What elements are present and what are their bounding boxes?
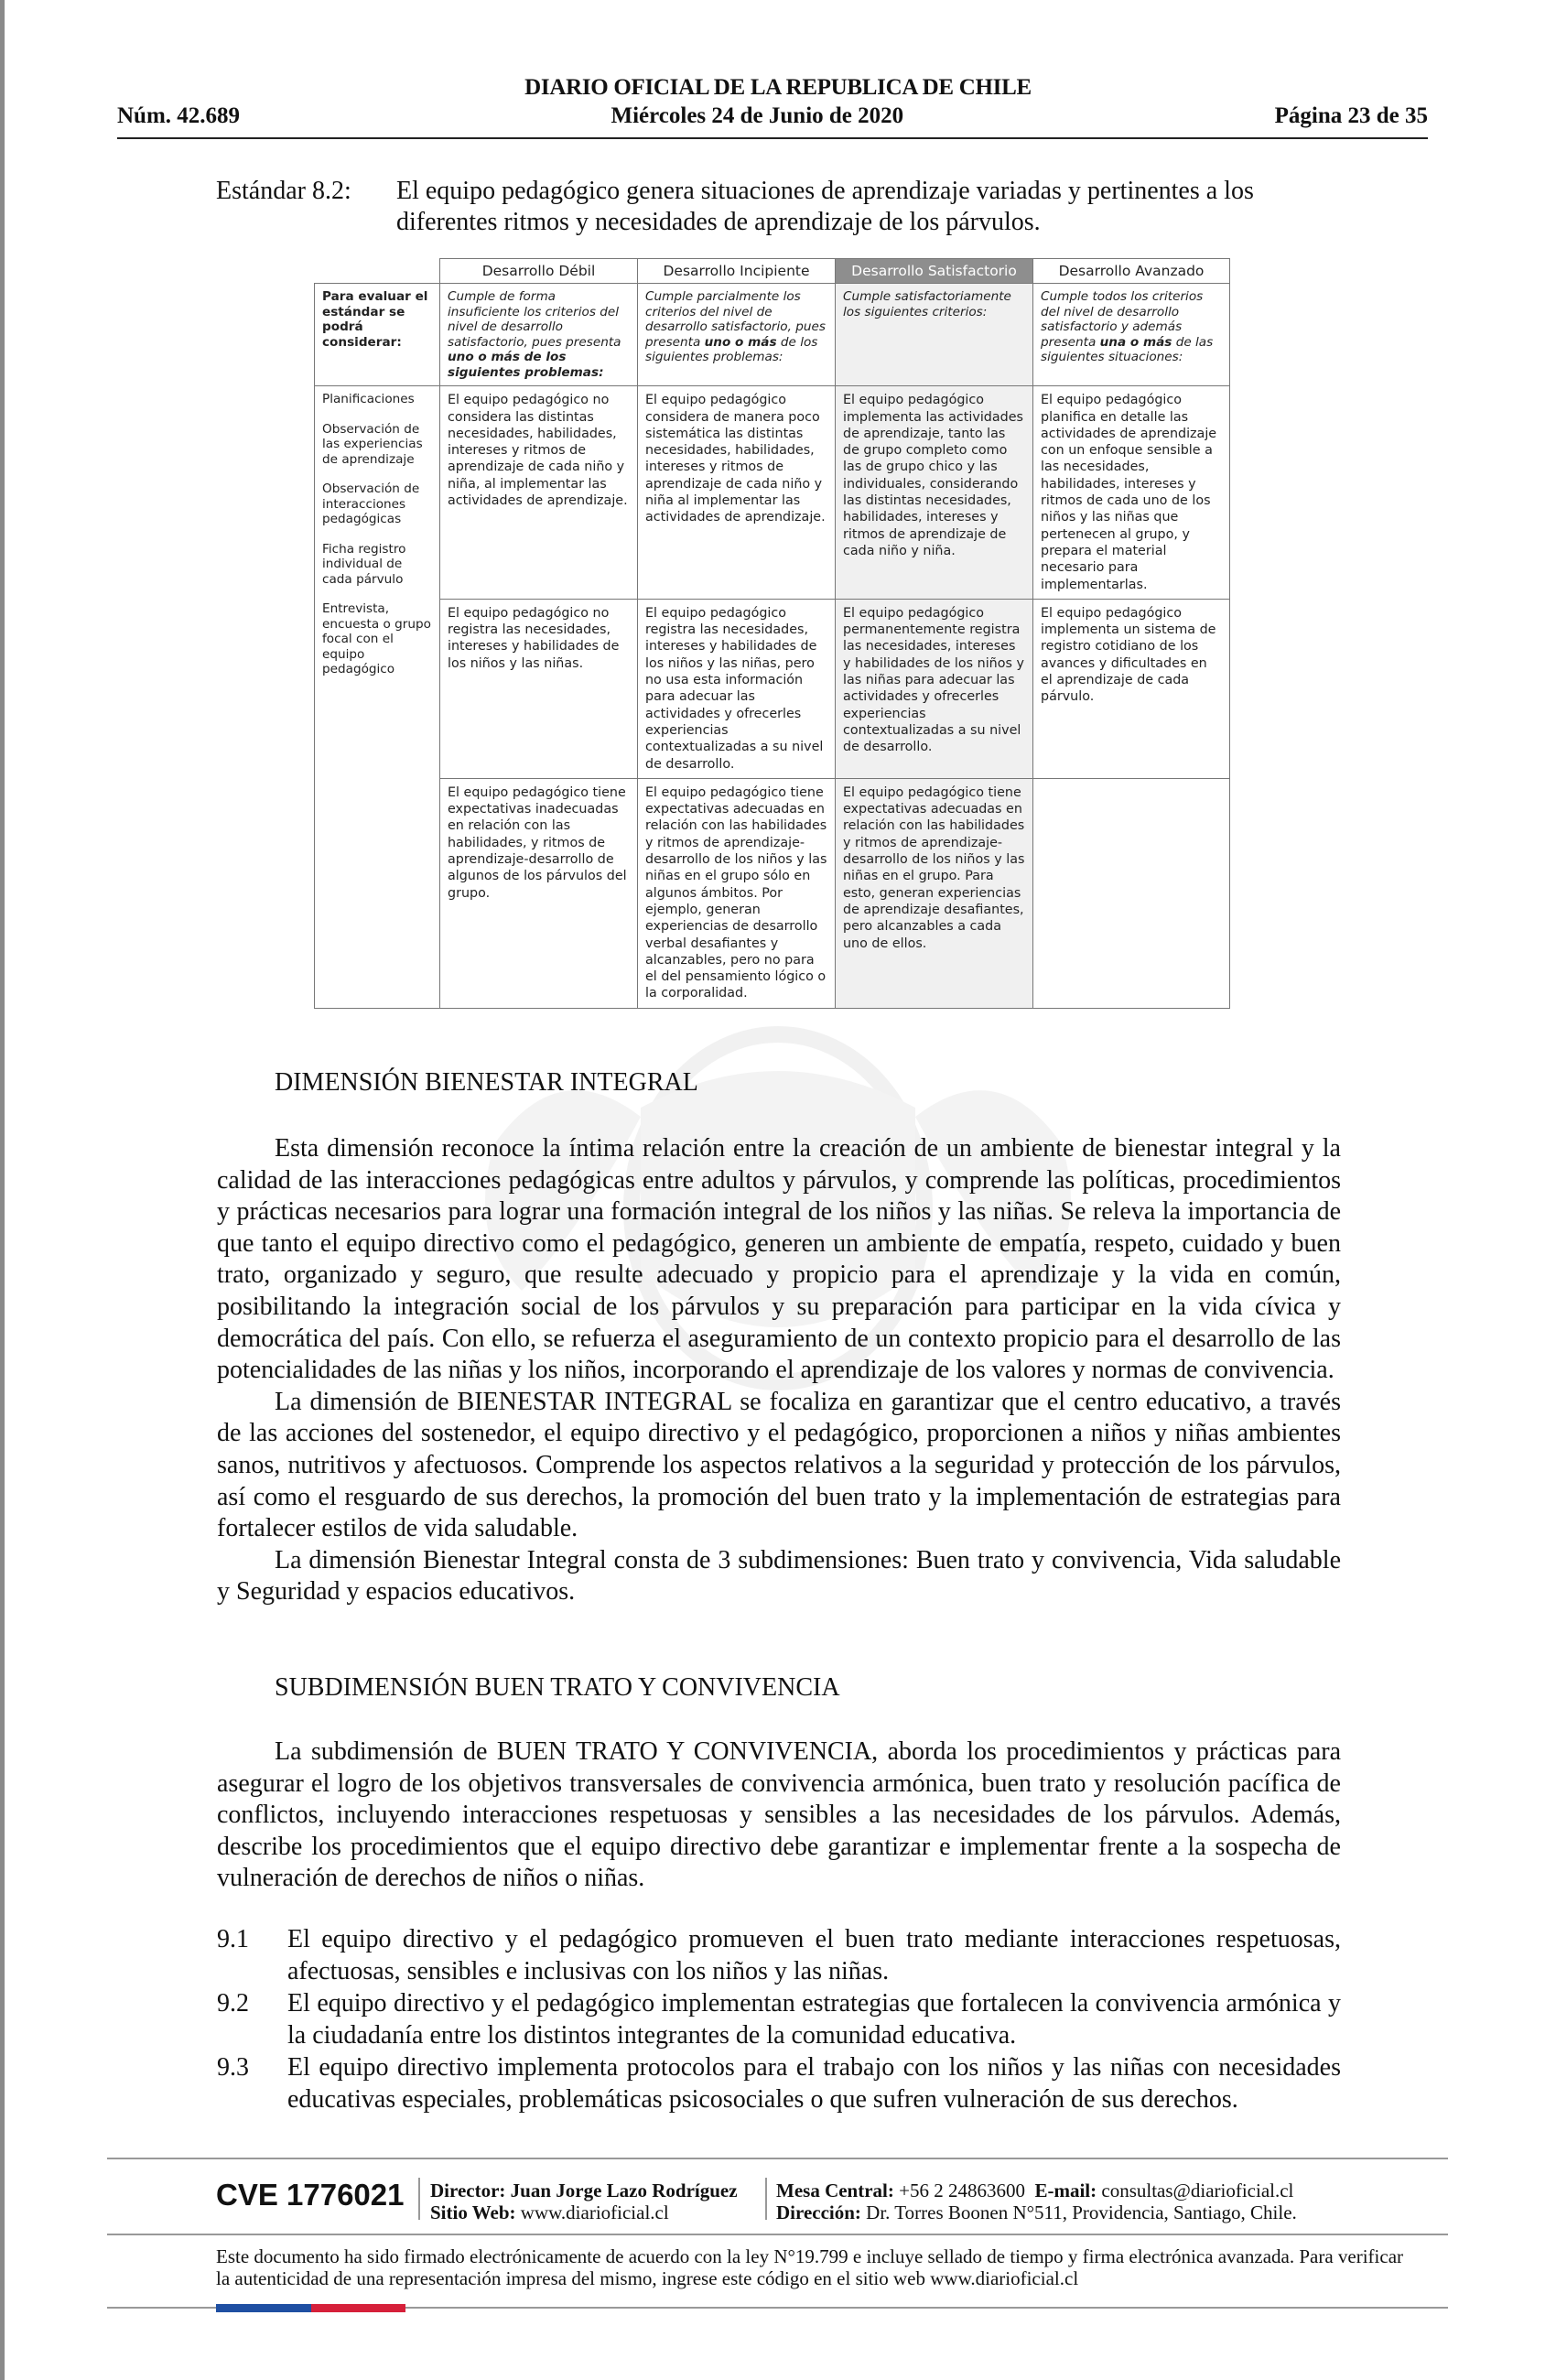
criteria-cell [638,284,836,386]
rubric-cell: El equipo pedagógico considera de manera poco sistemática las distintas necesidades, habilidades, intereses y ritmos de aprendizaje de cada niño y niña al implementar las actividades de aprendizaje. [638,386,836,600]
cve-code: CVE 1776021 [216,2178,405,2212]
rubric-row [315,778,1230,1008]
source-item: Planificaciones [322,392,415,407]
subdimension-body [217,1736,1341,1895]
flag-bar [216,2304,405,2312]
address-text: Dr. Torres Boonen N°511, Providencia, Santiago, Chile. [866,2202,1297,2223]
flag-bar-red [311,2304,405,2312]
standard-8-2 [216,176,1351,238]
paragraph: La dimensión de BIENESTAR INTEGRAL se focaliza en garantizar que el centro educativo, a través de las acciones del sostenedor, el equipo directivo y el pedagógico, proporcionen a niños y niñas ambientes sanos, nutritivos y afectuosos. Comprende los aspectos relativos a la seguridad y protección de los párvulos, así como el resguardo de sus derechos, la promoción del buen trato y la implementación de estrategias para fortalecer estilos de vida saludable. [217,1387,1341,1543]
newspaper-title: DIARIO OFICIAL DE LA REPUBLICA DE CHILE [524,75,1032,100]
standard-text: El equipo pedagógico genera situaciones de aprendizaje variadas y pertinentes a los diferentes ritmos y necesidades de aprendizaje de los párvulos. [396,177,1254,236]
column-header: Desarrollo Incipiente [638,259,836,284]
source-item: Entrevista, encuesta o grupo focal con el equipo pedagógico [322,601,431,677]
rubric-corner [315,259,440,284]
criteria-text: Cumple de forma insuficiente los criterios del nivel de desarrollo satisfactorio, pues presenta [448,289,621,350]
email-link[interactable]: consultas@diarioficial.cl [1101,2180,1294,2202]
list-number: 9.2 [217,1989,249,2018]
paragraph: La dimensión Bienestar Integral consta de 3 subdimensiones: Buen trato y convivencia, Vida saludable y Seguridad y espacios educativos. [217,1545,1341,1606]
rubric-cell: El equipo pedagógico tiene expectativas adecuadas en relación con las habilidades y ritmos de aprendizaje-desarrollo de los niños y las niñas en el grupo sólo en algunos ámbitos. Por ejemplo, generan experiencias de desarrollo verbal desafiantes y alcanzables, pero no para el del pensamiento lógico o la corporalidad. [638,778,836,1008]
criteria-bold: uno o más de los siguientes problemas: [448,350,604,380]
dimension-body [217,1133,1341,1608]
rubric-cell: El equipo pedagógico registra las necesidades, intereses y habilidades de los niños y las niñas, pero no usa esta información para adecuar las actividades y ofrecerles experiencias contextualizadas a su nivel de desarrollo. [638,599,836,778]
criteria-text: Cumple parcialmente los criterios del nivel de desarrollo satisfactorio, pues presenta [645,289,826,350]
header-row [117,103,1428,129]
footer-separator [418,2178,420,2220]
rubric-cell: El equipo pedagógico tiene expectativas inadecuadas en relación con las habilidades, y ritmos de aprendizaje-desarrollo de algunos de los párvulos del grupo. [440,778,638,1008]
rubric-cell: El equipo pedagógico no registra las necesidades, intereses y habilidades de los niños y las niñas. [440,599,638,778]
evidence-sources [315,386,440,1008]
rubric-cell: El equipo pedagógico implementa las actividades de aprendizaje, tanto las de grupo completo como las de grupo chico y las individuales, considerando las distintas necesidades, habilidades, intereses y ritmos de aprendizaje de cada niño y niña. [836,386,1033,600]
source-item: Observación de interacciones pedagógicas [322,481,420,527]
rubric-cell: El equipo pedagógico planifica en detalle las actividades de aprendizaje con un enfoque sensible a las necesidades, habilidades, intereses y ritmos de cada uno de los niños y las niñas que pertenecen al grupo, y prepara el material necesario para implementarlas. [1033,386,1230,600]
phone-label: Mesa Central: [776,2180,894,2202]
source-item: Ficha registro individual de cada párvulo [322,541,406,587]
rubric-criteria-row [315,284,1230,386]
list-text: El equipo directivo y el pedagógico promueven el buen trato mediante interacciones respetuosas, afectuosas, sensibles e inclusivas con los niños y las niñas. [287,1925,1341,1985]
list-item [217,1988,1341,2051]
criteria-text: Cumple todos los criterios del nivel de desarrollo satisfactorio y además presenta [1041,289,1204,350]
source-item: Observación de las experiencias de aprendizaje [322,421,423,467]
column-header-highlighted: Desarrollo Satisfactorio [836,259,1033,284]
standard-label: Estándar 8.2: [216,177,351,205]
page-number: Página 23 de 35 [1274,103,1428,128]
rubric-cell: El equipo pedagógico no considera las distintas necesidades, habilidades, intereses y ritmos de aprendizaje de cada niño y niña, al implementar las actividades de aprendizaje. [440,386,638,600]
dimension-heading: DIMENSIÓN BIENESTAR INTEGRAL [275,1068,698,1097]
footer-divider [107,2234,1448,2235]
director-label: Director: [430,2180,506,2202]
footer-contact-block [776,2180,1297,2223]
footer-divider [107,2158,1448,2159]
rubric-cell: El equipo pedagógico tiene expectativas adecuadas en relación con las habilidades y ritmos de aprendizaje-desarrollo de los niños y las niñas en el grupo. Para esto, generan experiencias de aprendizaje desafiantes, pero alcanzables a cada uno de ellos. [836,778,1033,1008]
footer-separator [765,2178,767,2220]
list-item [217,2052,1341,2115]
issue-date: Miércoles 24 de Junio de 2020 [611,103,904,128]
list-number: 9.3 [217,2053,249,2082]
rubric-table [314,258,1230,1009]
subdimension-heading: SUBDIMENSIÓN BUEN TRATO Y CONVIVENCIA [275,1673,840,1702]
list-item [217,1924,1341,1987]
header-divider [117,137,1428,139]
flag-bar-blue [216,2304,311,2312]
criteria-text: Cumple satisfactoriamente los siguientes criterios: [843,289,1011,319]
evaluate-label-text: Para evaluar el estándar se podrá considerar: [322,289,428,350]
rubric-row [315,599,1230,778]
rubric-header-row [315,259,1230,284]
evaluate-label [315,284,440,386]
list-number: 9.1 [217,1925,249,1953]
criteria-cell [440,284,638,386]
standards-list [217,1924,1341,2117]
criteria-bold: uno o más [704,334,777,350]
column-header: Desarrollo Débil [440,259,638,284]
criteria-cell [1033,284,1230,386]
phone-number: +56 2 24863600 [899,2180,1025,2202]
list-text: El equipo directivo implementa protocolos para el trabajo con los niños y las niñas con necesidades educativas especiales, problemáticas psicosociales o que sufren vulneración de sus derechos. [287,2053,1341,2114]
paragraph: La subdimensión de BUEN TRATO Y CONVIVENCIA, aborda los procedimientos y prácticas para asegurar el logro de los objetivos transversales de convivencia armónica, buen trato y resolución pacífica de conflictos, incluyendo interacciones respetuosas y sensibles a las necesidades de los párvulos. Además, describe los procedimientos que el equipo directivo debe garantizar e implementar frente a la sospecha de vulneración de derechos de niños o niñas. [217,1737,1341,1893]
issue-number: Núm. 42.689 [117,103,241,128]
rubric-row [315,386,1230,600]
paragraph: Esta dimensión reconoce la íntima relación entre la creación de un ambiente de bienestar integral y la calidad de las interacciones pedagógicas entre adultos y párvulos, y comprende las políticas, procedimientos y prácticas necesarios para lograr una formación integral de los niños y las niñas. Se releva la importancia de que tanto el equipo directivo como el pedagógico, generen un ambiente de empatía, respeto, cuidado y buen trato, organizado y seguro, que resulte adecuado y propicio para el aprendizaje y la vida en común, posibilitando la integración social de los párvulos y su preparación para participar en la vida cívica y democrática del país. Con ello, se refuerza el aseguramiento de un contexto propicio para el desarrollo de las potencialidades de las niñas y los niños, incorporando el aprendizaje de los valores y normas de convivencia. [217,1134,1341,1385]
column-header: Desarrollo Avanzado [1033,259,1230,284]
rubric-cell: El equipo pedagógico implementa un sistema de registro cotidiano de los avances y dificultades en el aprendizaje de cada párvulo. [1033,599,1230,778]
rubric-cell [1033,778,1230,1008]
footer-director-block [430,2180,738,2223]
criteria-text: de los siguientes problemas: [645,334,818,365]
website-link[interactable]: www.diarioficial.cl [520,2202,669,2223]
list-text: El equipo directivo y el pedagógico implementan estrategias que fortalecen la convivencia armónica y la ciudadanía entre los distintos integrantes de la comunidad educativa. [287,1989,1341,2050]
criteria-text: de las siguientes situaciones: [1041,334,1214,365]
criteria-cell [836,284,1033,386]
legal-notice: Este documento ha sido firmado electrónicamente de acuerdo con la ley N°19.799 e incluye sellado de tiempo y firma electrónica avanzada. Para verificar la autenticidad de una representación impresa del mismo, ingrese este código en el sitio web www.diarioficial.cl [216,2245,1404,2289]
email-label: E-mail: [1034,2180,1097,2202]
web-label: Sitio Web: [430,2202,516,2223]
address-label: Dirección: [776,2202,861,2223]
director-name: Juan Jorge Lazo Rodríguez [510,2180,738,2202]
criteria-bold: una o más [1099,334,1172,350]
rubric-cell: El equipo pedagógico permanentemente registra las necesidades, intereses y habilidades de los niños y las niñas para adecuar las actividades y ofrecerles experiencias contextualizadas a su nivel de desarrollo. [836,599,1033,778]
